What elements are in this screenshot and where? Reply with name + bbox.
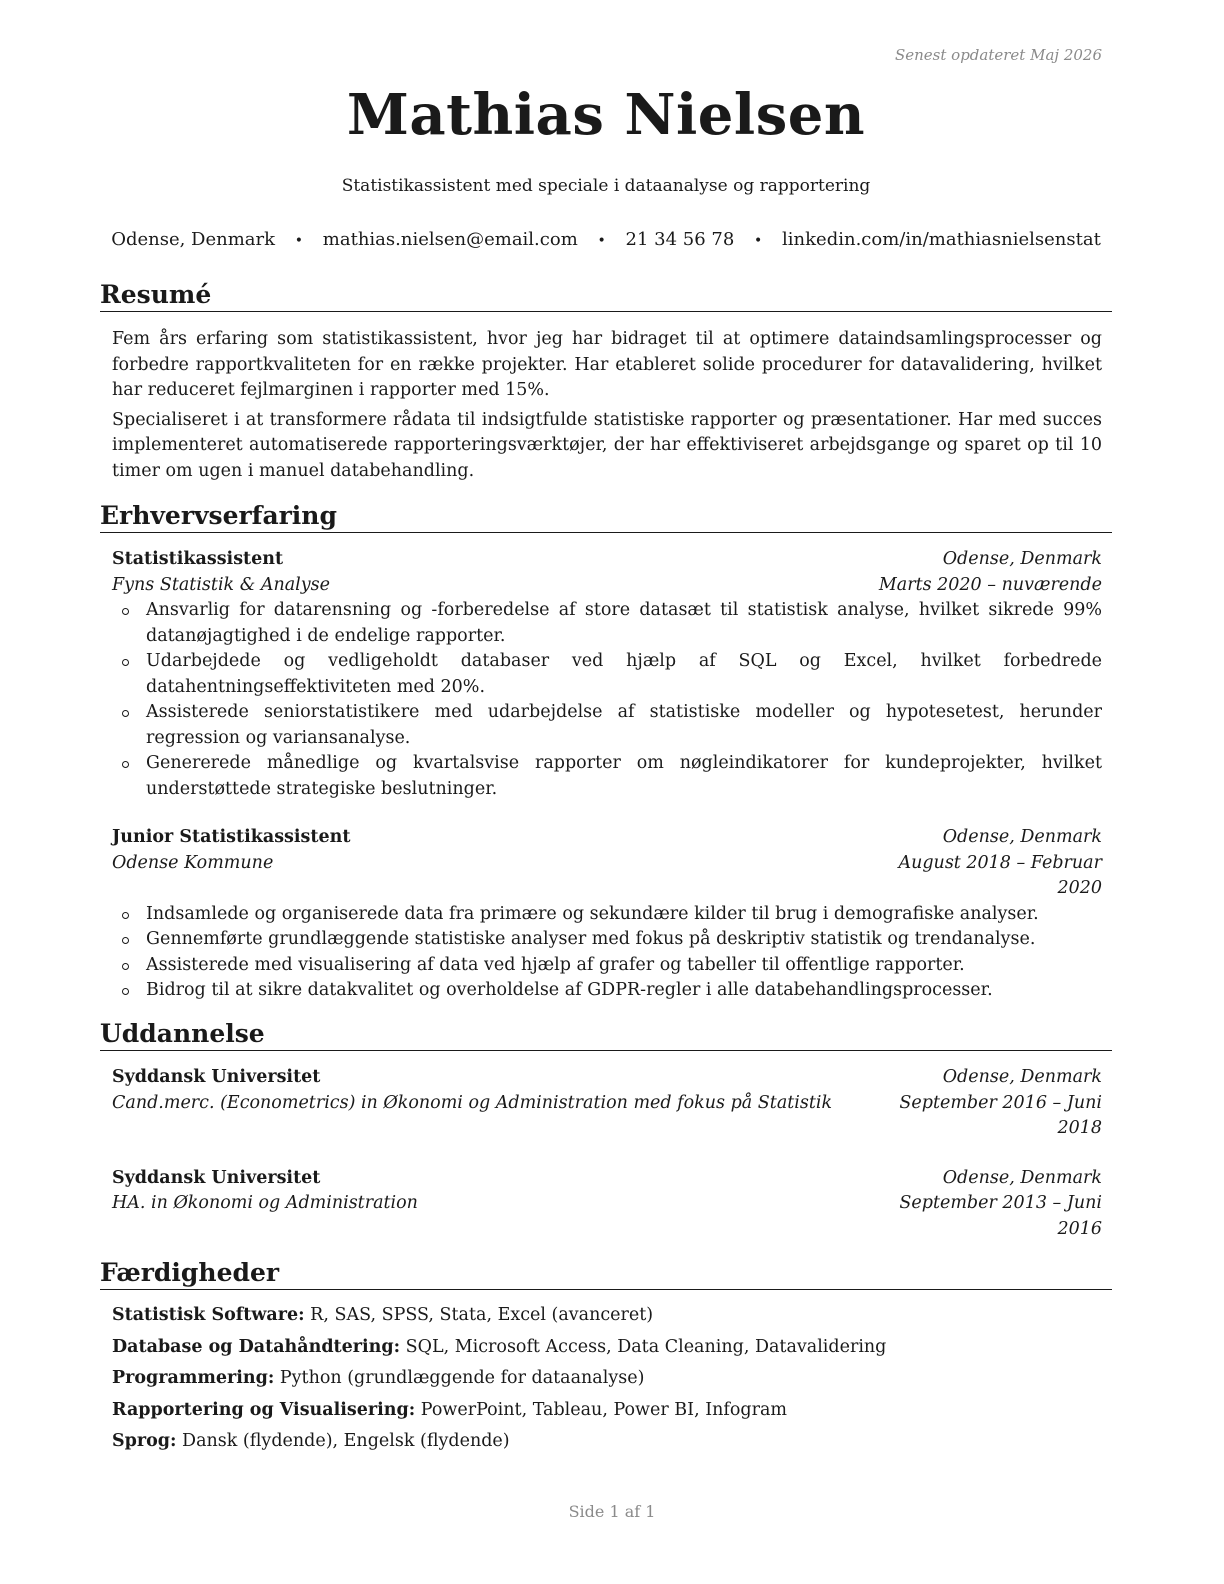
contact-phone: 21 34 56 78 — [625, 229, 735, 250]
job-dates: Marts 2020 – nuværende — [878, 574, 1102, 595]
education-section — [100, 1019, 1112, 1242]
summary-paragraph: Specialiseret i at transformere rådata til indsigtfulde statistiske rapporter og præsentationer. Har med succes implementeret automatiserede rapporteringsværktøjer, der har effektiviseret arbejdsgange og sparet op til 10 timer om ugen i manuel databehandling. — [112, 409, 1102, 481]
skills-section — [100, 1258, 1112, 1461]
summary-paragraph: Fem års erfaring som statistikassistent, hvor jeg har bidraget til at optimere dataindsamlingsprocesser og forbedre rapportkvaliteten for en række projekter. Har etableret solide procedurer for datavalidering, hvilket har reduceret fejlmarginen i rapporter med 15%. — [112, 329, 1102, 400]
job-bullets — [112, 598, 1102, 802]
summary-section — [100, 280, 1112, 488]
list-item: Genererede månedlige og kvartalsvise rapporter om nøgleindikatorer for kundeprojekter, hvilket understøttede strategiske beslutninger. — [112, 751, 1102, 802]
job-location: Odense, Denmark — [942, 827, 1102, 847]
job-location: Odense, Denmark — [942, 549, 1102, 569]
page-number: Side 1 af 1 — [568, 1502, 656, 1521]
section-title: Uddannelse — [100, 1019, 1112, 1051]
job-dates: August 2018 – Februar 2020 — [898, 852, 1102, 898]
job-entry — [112, 547, 1102, 802]
skill-label: Rapportering og Visualisering: — [112, 1399, 416, 1420]
list-item: Assisterede seniorstatistikere med udarbejdelse af statistiske modeller og hypotesetest, herunder regression og variansanalyse. — [112, 700, 1102, 751]
skill-row — [112, 1429, 1102, 1455]
contact-location: Odense, Denmark — [111, 229, 276, 250]
job-role: Junior Statistikassistent — [112, 827, 351, 847]
skill-value: PowerPoint, Tableau, Power BI, Infogram — [420, 1399, 787, 1420]
skill-value: Python (grundlæggende for dataanalyse) — [279, 1368, 645, 1388]
education-location: Odense, Denmark — [942, 1167, 1102, 1188]
list-item: Udarbejdede og vedligeholdt databaser ved hjælp af SQL og Excel, hvilket forbedrede datahentningseffektiviteten med 20%. — [112, 649, 1102, 700]
section-title: Erhvervserfaring — [100, 501, 1112, 533]
contact-separator: • — [597, 233, 606, 249]
candidate-name: Mathias Nielsen — [346, 82, 866, 148]
contact-line — [100, 229, 1112, 250]
contact-email[interactable]: mathias.nielsen@email.com — [322, 229, 578, 250]
education-degree: HA. in Økonomi og Administration — [112, 1193, 418, 1213]
job-role: Statistikassistent — [112, 549, 284, 569]
last-updated: Senest opdateret Maj 2026 — [894, 46, 1102, 64]
education-location: Odense, Denmark — [942, 1067, 1102, 1087]
list-item: Ansvarlig for datarensning og -forberedelse af store datasæt til statistisk analyse, hvilket sikrede 99% datanøjagtighed i de endelige rapporter. — [112, 598, 1102, 649]
skill-label: Programmering: — [112, 1368, 275, 1388]
skill-row — [112, 1335, 1102, 1361]
list-item: Gennemførte grundlæggende statistiske analyser med fokus på deskriptiv statistik og trendanalyse. — [112, 927, 1102, 953]
contact-separator: • — [754, 233, 763, 249]
skill-label: Sprog: — [112, 1431, 177, 1451]
education-entry — [112, 1166, 1102, 1243]
education-entry — [112, 1065, 1102, 1142]
contact-linkedin[interactable]: linkedin.com/in/mathiasnielsenstat — [782, 229, 1101, 250]
job-company: Fyns Statistik & Analyse — [112, 574, 331, 595]
education-school: Syddansk Universitet — [112, 1167, 321, 1188]
skill-row — [112, 1398, 1102, 1424]
education-school: Syddansk Universitet — [112, 1067, 321, 1087]
skill-row — [112, 1303, 1102, 1329]
education-degree: Cand.merc. (Econometrics) in Økonomi og Administration med fokus på Statistik — [112, 1092, 833, 1113]
experience-section — [100, 501, 1112, 1004]
list-item: Indsamlede og organiserede data fra primære og sekundære kilder til brug i demografiske analyser. — [112, 902, 1102, 928]
job-entry — [112, 825, 1102, 1004]
list-item: Bidrog til at sikre datakvalitet og overholdelse af GDPR-regler i alle databehandlingsprocesser. — [112, 978, 1102, 1004]
list-item: Assisterede med visualisering af data ved hjælp af grafer og tabeller til offentlige rapporter. — [112, 953, 1102, 979]
skill-value: SQL, Microsoft Access, Data Cleaning, Datavalidering — [405, 1336, 887, 1357]
skill-label: Statistisk Software: — [112, 1305, 305, 1325]
education-dates: September 2016 – Juni 2018 — [899, 1092, 1102, 1138]
section-title: Resumé — [100, 280, 1112, 312]
education-dates: September 2013 – Juni 2016 — [899, 1193, 1102, 1239]
skill-value: R, SAS, SPSS, Stata, Excel (avanceret) — [310, 1305, 654, 1325]
skill-label: Database og Datahåndtering: — [112, 1336, 401, 1357]
job-bullets — [112, 902, 1102, 1004]
contact-separator: • — [294, 233, 304, 249]
skill-value: Dansk (flydende), Engelsk (flydende) — [182, 1431, 510, 1451]
tagline: Statistikassistent med speciale i dataanalyse og rapportering — [341, 176, 871, 196]
skill-row — [112, 1366, 1102, 1392]
job-company: Odense Kommune — [112, 852, 274, 873]
section-title: Færdigheder — [100, 1258, 1112, 1290]
